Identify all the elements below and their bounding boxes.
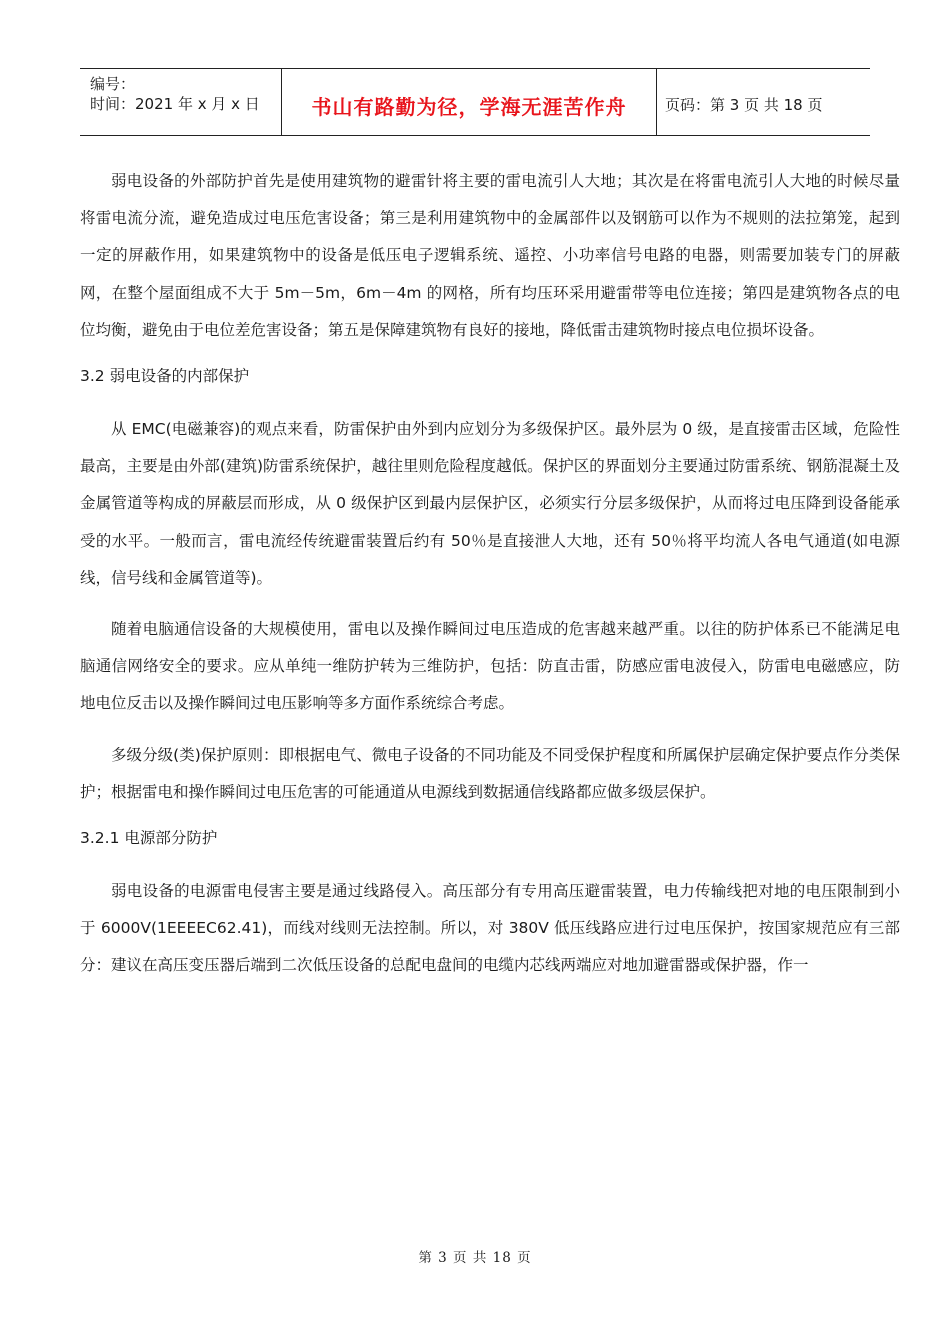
section-heading-3-2-1: 3.2.1 电源部分防护 bbox=[80, 829, 218, 848]
header-page-info: 页码：第 3 页 共 18 页 bbox=[665, 95, 823, 114]
paragraph-emc: 从 EMC(电磁兼容)的观点来看，防雷保护由外到内应划分为多级保护区。最外层为 0 级，是直接雷击区域，危险性最高，主要是由外部(建筑)防雷系统保护，越往里则危险程度越低。保护区的界面划分主要通过防雷系统、钢筋混凝土及金属管道等构成的屏蔽层而形成，从 0 级保护区到最内层保护区，必须实行分层多级保护，从而将过电压降到设备能承受的水平。一般而言，雷电流经传统避雷装置后约有 50％是直接泄人大地，还有 50％将平均流人各电气通道(如电源线，信号线和金属管道等)。 bbox=[80, 420, 900, 587]
paragraph-3d-protection: 随着电脑通信设备的大规模使用，雷电以及操作瞬间过电压造成的危害越来越严重。以往的防护体系已不能满足电脑通信网络安全的要求。应从单纯一维防护转为三维防护，包括：防直击雷，防感应雷电波侵入，防雷电电磁感应，防地电位反击以及操作瞬间过电压影响等多方面作系统综合考虑。 bbox=[80, 620, 900, 713]
doc-number-label: 编号： bbox=[90, 75, 136, 93]
header-meta bbox=[80, 69, 282, 135]
document-body bbox=[80, 163, 900, 999]
section-heading-3-2: 3.2 弱电设备的内部保护 bbox=[80, 367, 250, 386]
header-motto: 书山有路勤为径，学海无涯苦作舟 bbox=[282, 69, 657, 135]
page-header bbox=[80, 68, 870, 136]
paragraph-external-protection: 弱电设备的外部防护首先是使用建筑物的避雷针将主要的雷电流引人大地；其次是在将雷电流引人大地的时候尽量将雷电流分流，避免造成过电压危害设备；第三是利用建筑物中的金属部件以及钢筋可以作为不规则的法拉第笼，起到一定的屏蔽作用，如果建筑物中的设备是低压电子逻辑系统、遥控、小功率信号电路的电器，则需要加装专门的屏蔽网，在整个屋面组成不大于 5m－5m，6m－4m 的网格，所有均压环采用避雷带等电位连接；第四是建筑物各点的电位均衡，避免由于电位差危害设备；第五是保障建筑物有良好的接地，降低雷击建筑物时接点电位损坏设备。 bbox=[80, 172, 900, 339]
paragraph-multilevel-principle: 多级分级(类)保护原则：即根据电气、微电子设备的不同功能及不同受保护程度和所属保护层确定保护要点作分类保护；根据雷电和操作瞬间过电压危害的可能通道从电源线到数据通信线路都应做多级层保护。 bbox=[80, 745, 900, 801]
paragraph-power-protection: 弱电设备的电源雷电侵害主要是通过线路侵入。高压部分有专用高压避雷装置，电力传输线把对地的电压限制到小于 6000V(1EEEEC62.41)，而线对线则无法控制。所以，对 380V 低压线路应进行过电压保护，按国家规范应有三部分：建议在高压变压器后端到二次低压设备的总配电盘间的电缆内芯线两端应对地加避雷器或保护器，作一 bbox=[80, 882, 900, 975]
doc-time-label: 时间：2021 年 x 月 x 日 bbox=[90, 95, 260, 113]
page-footer: 第 3 页 共 18 页 bbox=[418, 1250, 532, 1266]
